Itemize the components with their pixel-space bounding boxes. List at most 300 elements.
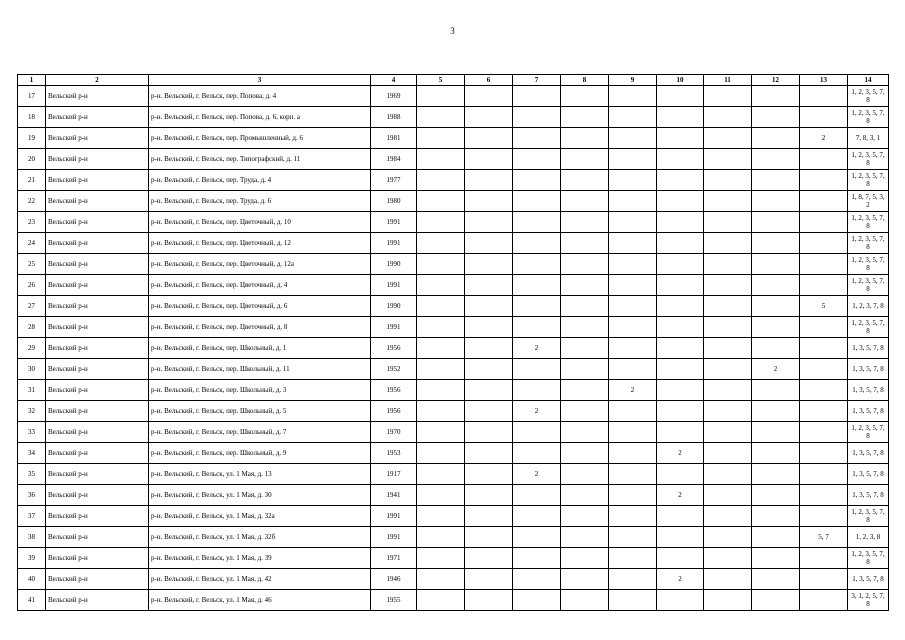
cell-col-7 [513, 359, 561, 380]
cell-district: Вельский р-н [46, 338, 149, 359]
cell-col-8 [561, 506, 609, 527]
cell-col-8 [561, 485, 609, 506]
column-header-7: 7 [513, 75, 561, 86]
cell-col-10 [657, 296, 704, 317]
cell-col-14: 1, 3, 5, 7, 8 [848, 359, 889, 380]
cell-year: 1969 [371, 86, 417, 107]
cell-col-5 [417, 254, 465, 275]
cell-col-11 [704, 527, 752, 548]
cell-address: р-н. Вельский, г. Вельск, пер. Попова, д. 6, корп. а [149, 107, 371, 128]
cell-col-8 [561, 548, 609, 569]
cell-year: 1991 [371, 212, 417, 233]
cell-address: р-н. Вельский, г. Вельск, ул. 1 Мая, д. 32а [149, 506, 371, 527]
cell-col-7 [513, 212, 561, 233]
cell-district: Вельский р-н [46, 86, 149, 107]
cell-col-9 [609, 422, 657, 443]
table-row [18, 338, 889, 359]
cell-district: Вельский р-н [46, 317, 149, 338]
cell-col-5 [417, 464, 465, 485]
table-row [18, 401, 889, 422]
cell-col-8 [561, 422, 609, 443]
cell-col-10 [657, 506, 704, 527]
table-row [18, 191, 889, 212]
cell-col-13: 5, 7 [800, 527, 848, 548]
cell-col-9 [609, 443, 657, 464]
cell-col-13 [800, 338, 848, 359]
table-row [18, 86, 889, 107]
cell-col-8 [561, 464, 609, 485]
cell-col-9 [609, 506, 657, 527]
cell-col-7 [513, 149, 561, 170]
cell-col-8 [561, 275, 609, 296]
cell-col-8 [561, 569, 609, 590]
cell-district: Вельский р-н [46, 359, 149, 380]
cell-row-number: 19 [18, 128, 46, 149]
cell-col-6 [465, 506, 513, 527]
cell-col-6 [465, 317, 513, 338]
cell-col-11 [704, 275, 752, 296]
cell-col-7 [513, 275, 561, 296]
cell-col-13 [800, 86, 848, 107]
cell-col-13 [800, 170, 848, 191]
cell-col-11 [704, 296, 752, 317]
cell-row-number: 39 [18, 548, 46, 569]
cell-col-9 [609, 464, 657, 485]
cell-col-5 [417, 506, 465, 527]
cell-district: Вельский р-н [46, 485, 149, 506]
cell-col-8 [561, 212, 609, 233]
cell-col-13 [800, 191, 848, 212]
cell-col-5 [417, 317, 465, 338]
page-number: 3 [450, 26, 455, 36]
cell-col-6 [465, 233, 513, 254]
cell-col-7 [513, 317, 561, 338]
cell-col-7 [513, 128, 561, 149]
cell-district: Вельский р-н [46, 212, 149, 233]
cell-col-5 [417, 191, 465, 212]
cell-row-number: 33 [18, 422, 46, 443]
cell-col-7 [513, 422, 561, 443]
cell-col-14: 1, 3, 5, 7, 8 [848, 443, 889, 464]
cell-district: Вельский р-н [46, 107, 149, 128]
cell-col-6 [465, 149, 513, 170]
cell-col-10 [657, 86, 704, 107]
table-row [18, 233, 889, 254]
cell-col-7 [513, 569, 561, 590]
cell-col-14: 1, 2, 3, 5, 7, 8 [848, 170, 889, 191]
cell-row-number: 34 [18, 443, 46, 464]
cell-col-13 [800, 317, 848, 338]
cell-col-13 [800, 590, 848, 611]
cell-col-13 [800, 359, 848, 380]
cell-row-number: 31 [18, 380, 46, 401]
cell-col-10 [657, 422, 704, 443]
cell-col-7 [513, 86, 561, 107]
cell-col-13 [800, 464, 848, 485]
cell-address: р-н. Вельский, г. Вельск, пер. Цветочный, д. 12а [149, 254, 371, 275]
cell-year: 1956 [371, 380, 417, 401]
cell-col-9 [609, 338, 657, 359]
cell-col-8 [561, 527, 609, 548]
cell-col-9 [609, 212, 657, 233]
cell-col-12 [752, 443, 800, 464]
cell-district: Вельский р-н [46, 128, 149, 149]
cell-col-8 [561, 338, 609, 359]
cell-col-13: 5 [800, 296, 848, 317]
cell-col-5 [417, 569, 465, 590]
cell-col-10 [657, 464, 704, 485]
cell-col-7 [513, 590, 561, 611]
cell-col-12 [752, 317, 800, 338]
cell-col-10 [657, 590, 704, 611]
cell-col-5 [417, 485, 465, 506]
cell-col-13 [800, 422, 848, 443]
cell-col-5 [417, 401, 465, 422]
cell-col-13 [800, 506, 848, 527]
cell-col-5 [417, 548, 465, 569]
column-header-3: 3 [149, 75, 371, 86]
cell-col-12 [752, 296, 800, 317]
cell-col-9 [609, 569, 657, 590]
cell-col-8 [561, 149, 609, 170]
cell-address: р-н. Вельский, г. Вельск, пер. Труда, д. 6 [149, 191, 371, 212]
table-row [18, 212, 889, 233]
cell-row-number: 17 [18, 86, 46, 107]
column-header-8: 8 [561, 75, 609, 86]
cell-col-14: 1, 2, 3, 5, 7, 8 [848, 233, 889, 254]
cell-row-number: 36 [18, 485, 46, 506]
cell-col-11 [704, 401, 752, 422]
table-row [18, 275, 889, 296]
cell-year: 1970 [371, 422, 417, 443]
cell-col-11 [704, 380, 752, 401]
cell-address: р-н. Вельский, г. Вельск, ул. 1 Мая, д. 39 [149, 548, 371, 569]
cell-address: р-н. Вельский, г. Вельск, пер. Цветочный, д. 10 [149, 212, 371, 233]
cell-col-5 [417, 107, 465, 128]
cell-col-5 [417, 338, 465, 359]
cell-address: р-н. Вельский, г. Вельск, пер. Цветочный, д. 6 [149, 296, 371, 317]
column-header-9: 9 [609, 75, 657, 86]
cell-col-8 [561, 86, 609, 107]
cell-col-6 [465, 191, 513, 212]
cell-col-11 [704, 191, 752, 212]
cell-col-14: 1, 2, 3, 5, 7, 8 [848, 548, 889, 569]
cell-col-9: 2 [609, 380, 657, 401]
cell-col-8 [561, 254, 609, 275]
cell-col-9 [609, 170, 657, 191]
cell-address: р-н. Вельский, г. Вельск, ул. 1 Мая, д. 32б [149, 527, 371, 548]
cell-year: 1991 [371, 233, 417, 254]
column-header-1: 1 [18, 75, 46, 86]
cell-col-5 [417, 380, 465, 401]
cell-col-7: 2 [513, 464, 561, 485]
cell-col-9 [609, 317, 657, 338]
cell-col-9 [609, 548, 657, 569]
cell-col-12 [752, 128, 800, 149]
cell-address: р-н. Вельский, г. Вельск, пер. Цветочный, д. 12 [149, 233, 371, 254]
cell-col-10 [657, 317, 704, 338]
cell-col-9 [609, 86, 657, 107]
cell-col-8 [561, 359, 609, 380]
cell-col-10 [657, 191, 704, 212]
cell-address: р-н. Вельский, г. Вельск, пер. Школьный, д. 1 [149, 338, 371, 359]
cell-col-5 [417, 359, 465, 380]
cell-col-14: 1, 8, 7, 5, 3, 2 [848, 191, 889, 212]
cell-col-14: 1, 2, 3, 5, 7, 8 [848, 254, 889, 275]
cell-col-6 [465, 548, 513, 569]
cell-col-13 [800, 254, 848, 275]
table-row [18, 569, 889, 590]
cell-col-12 [752, 569, 800, 590]
cell-col-6 [465, 170, 513, 191]
cell-district: Вельский р-н [46, 569, 149, 590]
table-row [18, 317, 889, 338]
cell-col-5 [417, 233, 465, 254]
cell-col-12 [752, 107, 800, 128]
cell-address: р-н. Вельский, г. Вельск, ул. 1 Мая, д. 13 [149, 464, 371, 485]
cell-col-7 [513, 380, 561, 401]
cell-row-number: 29 [18, 338, 46, 359]
cell-col-9 [609, 590, 657, 611]
cell-year: 1917 [371, 464, 417, 485]
cell-col-12 [752, 254, 800, 275]
column-header-2: 2 [46, 75, 149, 86]
cell-col-10 [657, 254, 704, 275]
cell-col-11 [704, 149, 752, 170]
cell-col-12 [752, 380, 800, 401]
cell-col-7 [513, 191, 561, 212]
cell-address: р-н. Вельский, г. Вельск, пер. Труда, д. 4 [149, 170, 371, 191]
cell-col-6 [465, 569, 513, 590]
column-header-10: 10 [657, 75, 704, 86]
cell-row-number: 30 [18, 359, 46, 380]
cell-address: р-н. Вельский, г. Вельск, пер. Школьный, д. 11 [149, 359, 371, 380]
cell-year: 1991 [371, 506, 417, 527]
cell-col-5 [417, 212, 465, 233]
cell-district: Вельский р-н [46, 464, 149, 485]
cell-col-7: 2 [513, 401, 561, 422]
cell-col-9 [609, 401, 657, 422]
cell-col-8 [561, 380, 609, 401]
cell-col-11 [704, 359, 752, 380]
cell-address: р-н. Вельский, г. Вельск, пер. Школьный, д. 9 [149, 443, 371, 464]
cell-year: 1980 [371, 191, 417, 212]
column-header-14: 14 [848, 75, 889, 86]
table-row [18, 170, 889, 191]
cell-col-8 [561, 170, 609, 191]
cell-year: 1956 [371, 338, 417, 359]
cell-col-10: 2 [657, 443, 704, 464]
cell-col-8 [561, 128, 609, 149]
cell-col-10 [657, 380, 704, 401]
cell-col-9 [609, 275, 657, 296]
cell-col-11 [704, 506, 752, 527]
cell-col-7 [513, 254, 561, 275]
cell-address: р-н. Вельский, г. Вельск, ул. 1 Мая, д. 42 [149, 569, 371, 590]
cell-col-9 [609, 527, 657, 548]
cell-year: 1988 [371, 107, 417, 128]
cell-col-10 [657, 275, 704, 296]
cell-year: 1991 [371, 317, 417, 338]
register-table [17, 74, 889, 611]
cell-col-7 [513, 506, 561, 527]
cell-year: 1952 [371, 359, 417, 380]
cell-col-9 [609, 233, 657, 254]
table-row [18, 296, 889, 317]
cell-year: 1984 [371, 149, 417, 170]
cell-col-6 [465, 422, 513, 443]
cell-col-14: 1, 3, 5, 7, 8 [848, 464, 889, 485]
cell-col-13 [800, 485, 848, 506]
cell-row-number: 41 [18, 590, 46, 611]
cell-col-7 [513, 233, 561, 254]
cell-col-5 [417, 527, 465, 548]
cell-year: 1990 [371, 296, 417, 317]
cell-address: р-н. Вельский, г. Вельск, пер. Попова, д. 4 [149, 86, 371, 107]
cell-col-10 [657, 170, 704, 191]
cell-col-10 [657, 527, 704, 548]
cell-address: р-н. Вельский, г. Вельск, пер. Школьный, д. 7 [149, 422, 371, 443]
cell-col-7: 2 [513, 338, 561, 359]
cell-col-11 [704, 86, 752, 107]
cell-col-12 [752, 401, 800, 422]
cell-year: 1981 [371, 128, 417, 149]
cell-col-11 [704, 317, 752, 338]
table-row [18, 464, 889, 485]
cell-col-5 [417, 86, 465, 107]
cell-row-number: 40 [18, 569, 46, 590]
cell-col-5 [417, 296, 465, 317]
column-header-13: 13 [800, 75, 848, 86]
cell-col-6 [465, 212, 513, 233]
cell-col-10 [657, 548, 704, 569]
cell-year: 1971 [371, 548, 417, 569]
cell-col-13: 2 [800, 128, 848, 149]
cell-col-5 [417, 128, 465, 149]
cell-row-number: 38 [18, 527, 46, 548]
cell-col-7 [513, 170, 561, 191]
cell-year: 1977 [371, 170, 417, 191]
cell-col-6 [465, 275, 513, 296]
cell-col-14: 7, 8, 3, 1 [848, 128, 889, 149]
cell-district: Вельский р-н [46, 170, 149, 191]
table-header [18, 75, 889, 86]
cell-col-13 [800, 107, 848, 128]
cell-col-11 [704, 443, 752, 464]
cell-col-14: 1, 2, 3, 5, 7, 8 [848, 317, 889, 338]
cell-year: 1991 [371, 275, 417, 296]
cell-col-11 [704, 422, 752, 443]
table-body [18, 86, 889, 611]
cell-col-5 [417, 149, 465, 170]
table-row [18, 590, 889, 611]
cell-col-5 [417, 275, 465, 296]
cell-address: р-н. Вельский, г. Вельск, пер. Цветочный, д. 8 [149, 317, 371, 338]
cell-col-10 [657, 107, 704, 128]
cell-year: 1946 [371, 569, 417, 590]
cell-col-6 [465, 338, 513, 359]
cell-col-11 [704, 128, 752, 149]
cell-col-11 [704, 170, 752, 191]
cell-col-9 [609, 128, 657, 149]
cell-col-5 [417, 422, 465, 443]
cell-address: р-н. Вельский, г. Вельск, пер. Типографский, д. 11 [149, 149, 371, 170]
cell-year: 1956 [371, 401, 417, 422]
cell-col-10 [657, 149, 704, 170]
cell-col-6 [465, 443, 513, 464]
cell-col-12 [752, 485, 800, 506]
cell-col-9 [609, 149, 657, 170]
cell-col-12 [752, 275, 800, 296]
cell-col-10: 2 [657, 569, 704, 590]
cell-district: Вельский р-н [46, 401, 149, 422]
cell-col-11 [704, 212, 752, 233]
cell-col-14: 1, 2, 3, 8 [848, 527, 889, 548]
cell-col-11 [704, 590, 752, 611]
cell-district: Вельский р-н [46, 149, 149, 170]
cell-row-number: 32 [18, 401, 46, 422]
cell-district: Вельский р-н [46, 422, 149, 443]
table-row [18, 548, 889, 569]
cell-col-12: 2 [752, 359, 800, 380]
column-header-11: 11 [704, 75, 752, 86]
cell-row-number: 25 [18, 254, 46, 275]
cell-col-13 [800, 401, 848, 422]
cell-col-8 [561, 590, 609, 611]
cell-col-6 [465, 401, 513, 422]
cell-address: р-н. Вельский, г. Вельск, ул. 1 Мая, д. 30 [149, 485, 371, 506]
cell-row-number: 20 [18, 149, 46, 170]
cell-col-10: 2 [657, 485, 704, 506]
column-header-6: 6 [465, 75, 513, 86]
cell-col-6 [465, 86, 513, 107]
cell-col-7 [513, 443, 561, 464]
table-row [18, 359, 889, 380]
cell-col-13 [800, 212, 848, 233]
cell-col-14: 3, 1, 2, 5, 7, 8 [848, 590, 889, 611]
cell-district: Вельский р-н [46, 191, 149, 212]
cell-col-7 [513, 296, 561, 317]
cell-col-5 [417, 590, 465, 611]
cell-district: Вельский р-н [46, 527, 149, 548]
cell-col-13 [800, 569, 848, 590]
cell-col-12 [752, 170, 800, 191]
cell-col-12 [752, 86, 800, 107]
cell-col-14: 1, 3, 5, 7, 8 [848, 380, 889, 401]
cell-col-7 [513, 548, 561, 569]
cell-col-8 [561, 107, 609, 128]
cell-col-14: 1, 2, 3, 7, 8 [848, 296, 889, 317]
cell-col-11 [704, 464, 752, 485]
cell-district: Вельский р-н [46, 296, 149, 317]
cell-col-14: 1, 3, 5, 7, 8 [848, 485, 889, 506]
cell-col-5 [417, 443, 465, 464]
table-row [18, 254, 889, 275]
cell-col-10 [657, 359, 704, 380]
cell-col-6 [465, 128, 513, 149]
cell-col-10 [657, 338, 704, 359]
cell-col-13 [800, 443, 848, 464]
cell-address: р-н. Вельский, г. Вельск, пер. Цветочный, д. 4 [149, 275, 371, 296]
cell-col-14: 1, 3, 5, 7, 8 [848, 569, 889, 590]
cell-col-12 [752, 464, 800, 485]
cell-col-7 [513, 485, 561, 506]
cell-col-11 [704, 107, 752, 128]
cell-col-12 [752, 233, 800, 254]
cell-row-number: 21 [18, 170, 46, 191]
table-row [18, 527, 889, 548]
cell-col-11 [704, 485, 752, 506]
